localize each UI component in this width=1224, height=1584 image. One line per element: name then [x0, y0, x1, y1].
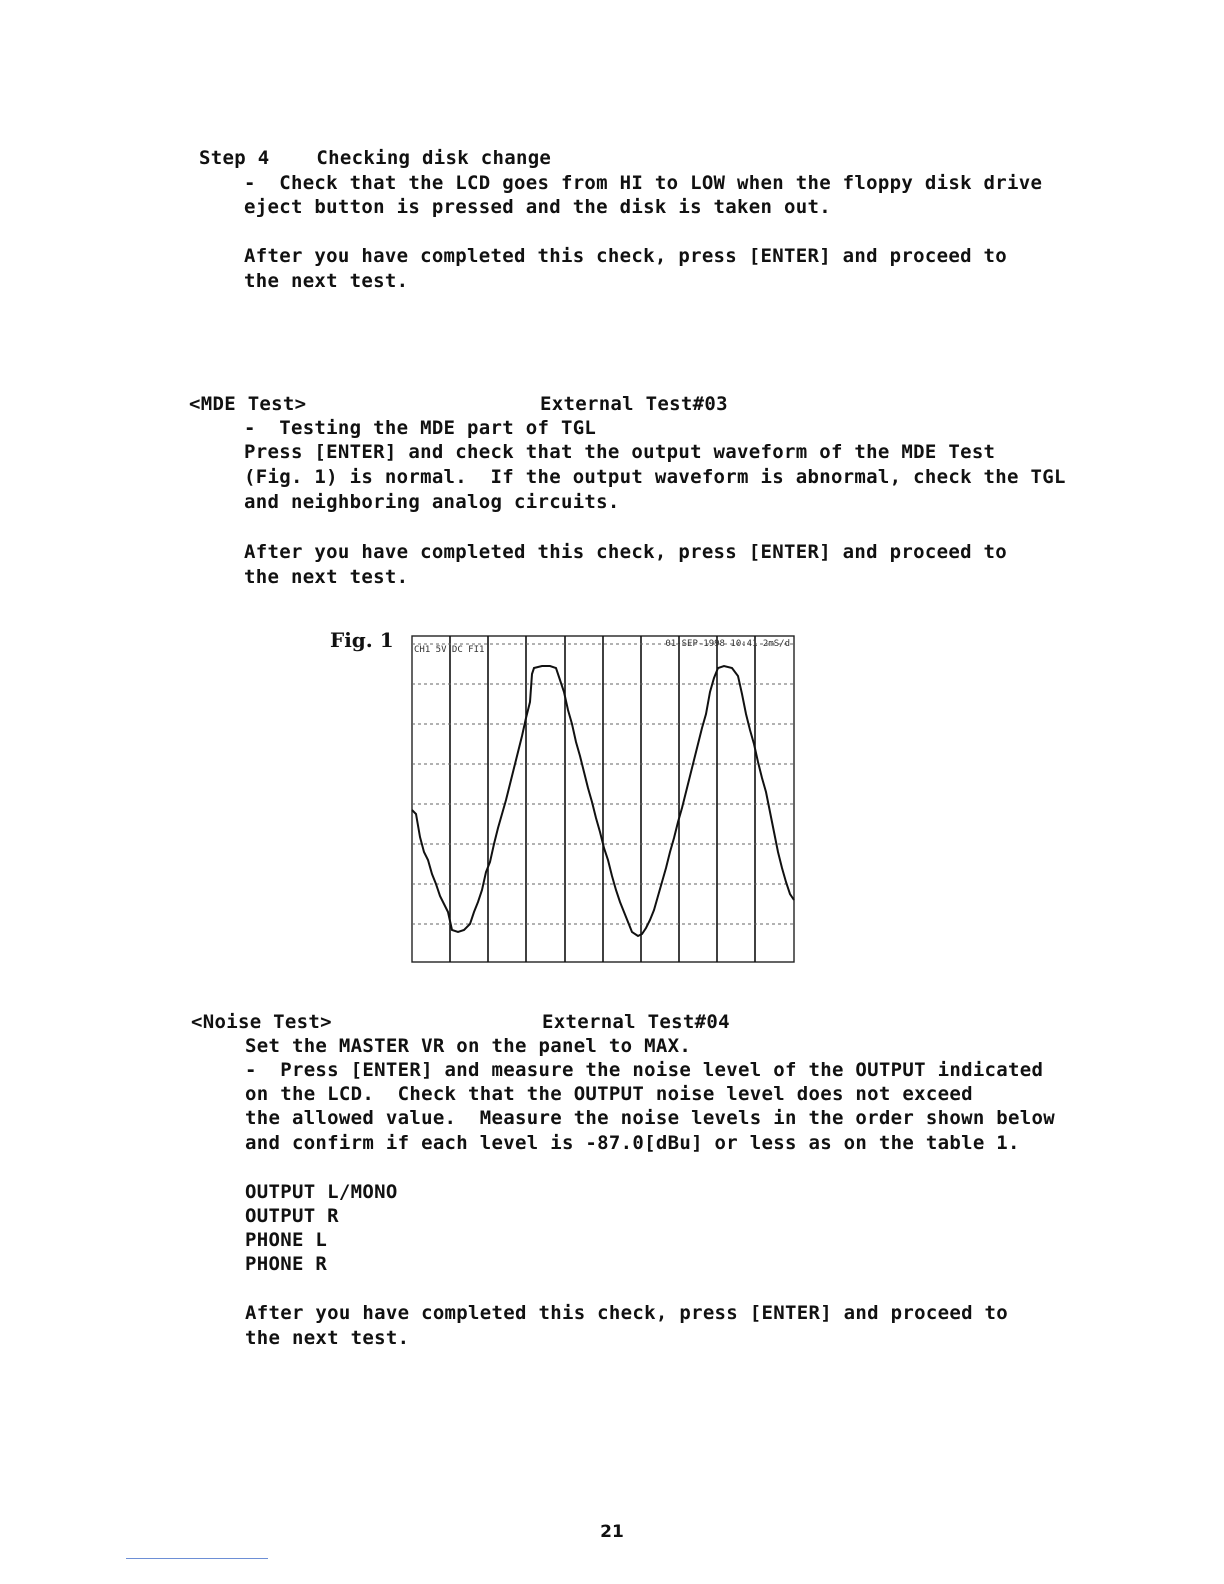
step4-after-1: After you have completed this check, press [ENTER] and proceed to	[244, 245, 1008, 267]
mde-title: <MDE Test>	[189, 393, 307, 415]
mde-line-2: Press [ENTER] and check that the output waveform of the MDE Test	[244, 441, 996, 463]
noise-line-3: the allowed value. Measure the noise levels in the order shown below	[245, 1107, 1055, 1129]
output-item: PHONE R	[245, 1253, 328, 1275]
step4-heading: Step 4 Checking disk change	[199, 147, 552, 169]
scope-channel-readout: CH1 5V DC FI1	[414, 645, 485, 655]
noise-line-2: on the LCD. Check that the OUTPUT noise level does not exceed	[245, 1083, 973, 1105]
mde-line-4: and neighboring analog circuits.	[244, 491, 620, 513]
step4-line-1: - Check that the LCD goes from HI to LOW when the floppy disk drive	[244, 172, 1043, 194]
noise-after-2: the next test.	[245, 1327, 410, 1349]
footer-rule	[126, 1558, 268, 1559]
mde-line-1: - Testing the MDE part of TGL	[244, 417, 597, 439]
noise-line-4: and confirm if each level is -87.0[dBu] or less as on the table 1.	[245, 1132, 1020, 1154]
output-item: PHONE L	[245, 1229, 328, 1251]
noise-intro: Set the MASTER VR on the panel to MAX.	[245, 1035, 692, 1057]
oscilloscope-waveform-figure	[408, 632, 800, 964]
noise-title: <Noise Test>	[191, 1011, 332, 1033]
mde-after-1: After you have completed this check, press [ENTER] and proceed to	[244, 541, 1008, 563]
page-number: 21	[600, 1522, 624, 1542]
scope-time-readout: 01-SEP-1998 10:41 2mS/d	[665, 639, 790, 649]
mde-line-3: (Fig. 1) is normal. If the output waveform is abnormal, check the TGL	[244, 466, 1066, 488]
noise-after-1: After you have completed this check, press [ENTER] and proceed to	[245, 1302, 1009, 1324]
output-item: OUTPUT L/MONO	[245, 1181, 398, 1203]
step4-after-2: the next test.	[244, 270, 409, 292]
mde-after-2: the next test.	[244, 566, 409, 588]
output-item: OUTPUT R	[245, 1205, 339, 1227]
noise-external-test: External Test#04	[542, 1011, 730, 1033]
step4-line-2: eject button is pressed and the disk is taken out.	[244, 196, 831, 218]
figure-label: Fig. 1	[330, 628, 394, 652]
mde-external-test: External Test#03	[540, 393, 728, 415]
noise-line-1: - Press [ENTER] and measure the noise level of the OUTPUT indicated	[245, 1059, 1044, 1081]
